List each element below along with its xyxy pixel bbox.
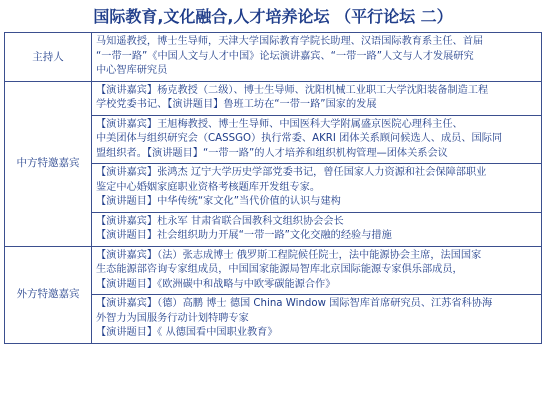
guest-cell — [92, 212, 542, 246]
text-line: 【演讲嘉宾】（法）张志成博士 俄罗斯工程院候任院士，法中能源协会主席，法国国家 — [96, 249, 482, 261]
text-line: 【演讲题目】中华传统“家文化”当代价值的认识与建构 — [96, 196, 341, 207]
text-line: 生态能源部咨询专家组成员，中国国家能源局智库北京国际能源专家俱乐部成员， — [96, 264, 463, 275]
row-label-host: 主持人 — [5, 33, 92, 82]
text-line: 中心智库研究员 — [96, 65, 168, 76]
row-label-foreign-guests: 外方特邀嘉宾 — [5, 246, 92, 343]
text-line: 【演讲题目】《欧洲碳中和战略与中欧零碳能源合作》 — [96, 278, 336, 290]
text-line: 【演讲题目】社会组织助力开展“一带一路”文化交融的经验与措施 — [96, 230, 392, 241]
row-label-chinese-guests: 中方特邀嘉宾 — [5, 81, 92, 246]
text-line: 鉴定中心婚姻家庭职业资格考核题库开发组专家。 — [96, 181, 321, 193]
text-line: “一带一路”《中国人文与人才中国》论坛演讲嘉宾、“一带一路”人文与人才发展研究 — [96, 50, 474, 62]
text-line: 马知遥教授，博士生导师，天津大学国际教育学院长助理、汉语国际教育系主任、首届 — [96, 36, 484, 47]
guest-cell — [92, 164, 542, 213]
text-line: 【演讲嘉宾】张鸿杰 辽宁大学历史学部党委书记，曾任国家人力资源和社会保障部职业 — [96, 167, 487, 178]
host-cell — [92, 33, 542, 82]
text-line: 中美团体与组织研究会（CASSGO）执行常委、AKRI 团体关系顾问候选人、成员、国际同 — [96, 133, 503, 144]
table-row-host — [5, 33, 542, 82]
text-line: 外智力为国服务行动计划特聘专家 — [96, 312, 249, 324]
text-line: 盟组织者。【演讲题目】“一带一路”的人才培养和组织机构管理—团体关系会议 — [96, 147, 448, 159]
guest-cell — [92, 115, 542, 164]
text-line: 【演讲嘉宾】（德）高鹏 博士 德国 China Window 国际智库首席研究员、江苏省科协海 — [96, 298, 493, 309]
table-row-guest — [5, 246, 542, 295]
text-line: 【演讲嘉宾】杨克教授（二级）、博士生导师、沈阳机械工业职工大学沈阳装备制造工程 — [96, 84, 489, 96]
text-line: 学校党委书记、【演讲题目】鲁班工坊在“一带一路”国家的发展 — [96, 99, 377, 110]
text-line: 【演讲嘉宾】王旭梅教授、博士生导师、中国医科大学附属盛京医院心理科主任、 — [96, 118, 463, 130]
guest-cell — [92, 246, 542, 295]
page-title: 国际教育,文化融合,人才培养论坛 （平行论坛 二） — [93, 7, 453, 26]
schedule-table — [4, 32, 542, 344]
table-row-guest — [5, 81, 542, 115]
guest-cell — [92, 295, 542, 344]
text-line: 【演讲嘉宾】杜永军 甘肃省联合国教科文组织协会会长 — [96, 215, 344, 227]
guest-cell — [92, 81, 542, 115]
text-line: 【演讲题目】《 从德国看中国职业教育》 — [96, 327, 278, 338]
